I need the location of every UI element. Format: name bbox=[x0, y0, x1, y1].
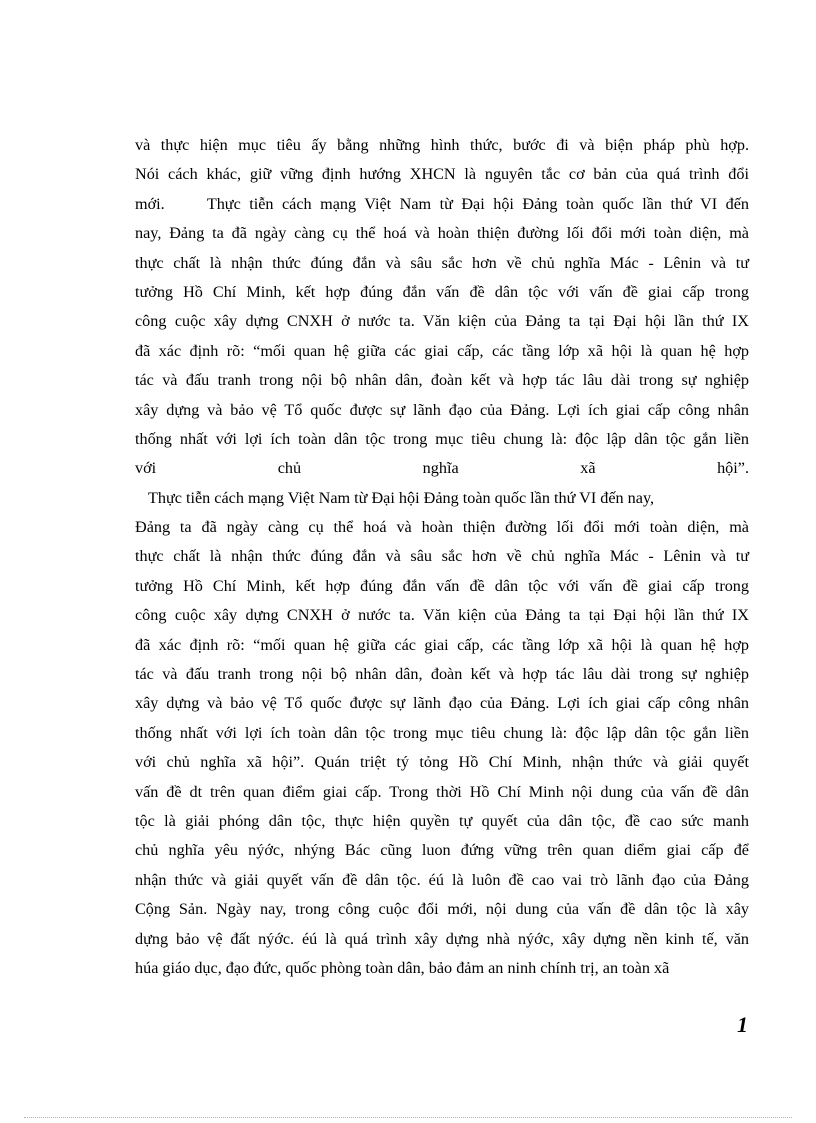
text-line-13: Thực tiễn cách mạng Việt Nam từ Đại hội Đảng toàn quốc lần thứ VI đến nay, bbox=[148, 488, 655, 507]
text-line-24: tộc là giải phóng dân tộc, thực hiện quyền tự quyết của dân tộc, đề cao sức manh bbox=[135, 811, 749, 830]
text-line-20: xây dựng và bảo vệ Tổ quốc được sự lãnh đạo của Đảng. Lợi ích giai cấp công nhân bbox=[135, 694, 749, 713]
text-line-1: và thực hiện mục tiêu ấy bằng những hình thức, bước đi và biện pháp phù hợp. bbox=[135, 136, 749, 154]
page-number: 1 bbox=[737, 1012, 748, 1037]
text-line-16: tưởng Hồ Chí Minh, kết hợp đúng đắn vấn đề dân tộc với vấn đề giai cấp trong bbox=[135, 576, 749, 595]
text-line-10: xây dựng và bảo vệ Tổ quốc được sự lãnh đạo của Đảng. Lợi ích giai cấp công nhân bbox=[135, 400, 749, 419]
text-line-8: đã xác định rõ: “mối quan hệ giữa các giai cấp, các tầng lớp xã hội là quan hệ hợp bbox=[135, 341, 749, 360]
text-line-6: tưởng Hồ Chí Minh, kết hợp đúng đắn vấn đề dân tộc với vấn đề giai cấp trong bbox=[135, 282, 749, 301]
text-line-7: công cuộc xây dựng CNXH ở nước ta. Văn kiện của Đảng ta tại Đại hội lần thứ IX bbox=[135, 312, 749, 331]
text-line-15: thực chất là nhận thức đúng đắn và sâu sắc hơn về chủ nghĩa Mác - Lênin và tư bbox=[135, 547, 749, 566]
text-line-11: thống nhất với lợi ích toàn dân tộc trong mục tiêu chung là: độc lập dân tộc gắn liền bbox=[135, 429, 749, 448]
text-line-29: húa giáo dục, đạo đức, quốc phòng toàn dân, bảo đảm an ninh chính trị, an toàn xã bbox=[135, 958, 670, 977]
text-line-5: thực chất là nhận thức đúng đắn và sâu sắc hơn về chủ nghĩa Mác - Lênin và tư bbox=[135, 253, 749, 272]
body-text bbox=[135, 131, 749, 983]
text-line-22: với chủ nghĩa xã hội”. Quán triệt tý tỏng Hồ Chí Minh, nhận thức và giải quyết bbox=[135, 753, 749, 772]
text-line-12: với chủ nghĩa xã hội”. bbox=[135, 459, 749, 478]
text-line-26: nhận thức và giải quyết vấn đề dân tộc. éú là luôn đề cao vai trò lãnh đạo của Đảng bbox=[135, 870, 749, 889]
text-line-28: dựng bảo vệ đất nýớc. éú là quá trình xây dựng nhà nýớc, xây dựng nền kinh tế, văn bbox=[135, 929, 749, 948]
text-line-25: chủ nghĩa yêu nýớc, nhýng Bác cũng luon đứng vững trên quan diểm giai cấp để bbox=[135, 841, 749, 860]
text-line-3: mới. Thực tiễn cách mạng Việt Nam từ Đại hội Đảng toàn quốc lần thứ VI đến bbox=[135, 194, 749, 213]
page-bottom-divider bbox=[24, 1117, 792, 1118]
text-line-18: đã xác định rõ: “mối quan hệ giữa các giai cấp, các tầng lớp xã hội là quan hệ hợp bbox=[135, 635, 749, 654]
text-line-21: thống nhất với lợi ích toàn dân tộc trong mục tiêu chung là: độc lập dân tộc gắn liền bbox=[135, 723, 749, 742]
text-line-4: nay, Đảng ta đã ngày càng cụ thể hoá và hoàn thiện đường lối đổi mới toàn diện, mà bbox=[135, 224, 749, 243]
text-line-19: tác và đấu tranh trong nội bộ nhân dân, đoàn kết và hợp tác lâu dài trong sự nghiệp bbox=[135, 665, 749, 684]
text-line-23: vấn đề dt trên quan điểm giai cấp. Trong thời Hồ Chí Minh nội dung của vấn đề dân bbox=[135, 782, 749, 801]
text-line-17: công cuộc xây dựng CNXH ở nước ta. Văn kiện của Đảng ta tại Đại hội lần thứ IX bbox=[135, 606, 749, 625]
text-line-27: Cộng Sản. Ngày nay, trong công cuộc đổi mới, nội dung của vấn đề dân tộc là xây bbox=[135, 900, 749, 919]
text-line-2: Nói cách khác, giữ vững định hướng XHCN là nguyên tắc cơ bản của quá trình đổi bbox=[135, 165, 749, 184]
text-line-9: tác và đấu tranh trong nội bộ nhân dân, đoàn kết và hợp tác lâu dài trong sự nghiệp bbox=[135, 371, 749, 390]
text-line-14: Đảng ta đã ngày càng cụ thể hoá và hoàn thiện đường lối đổi mới toàn diện, mà bbox=[135, 518, 749, 537]
